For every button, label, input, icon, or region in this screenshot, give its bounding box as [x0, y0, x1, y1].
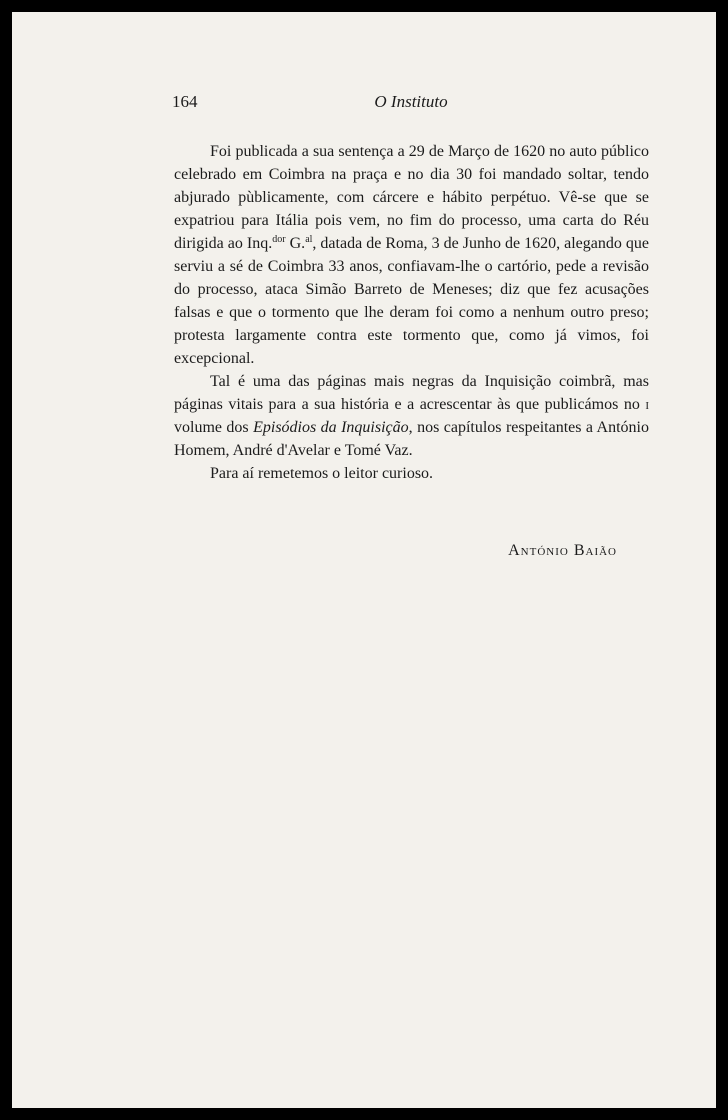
book-title: Episódios da Inquisição [253, 419, 409, 436]
paragraph-3-text: Para aí remetemos o leitor curioso. [210, 465, 434, 482]
superscript-dor: dor [272, 234, 286, 245]
paragraph-2-text-a: Tal é uma das páginas mais negras da Inquisição coimbrã, mas páginas vitais para a sua história e a acrescentar às que publicámos no [174, 373, 649, 413]
paragraph-1-text-b: G. [285, 235, 306, 252]
paragraph-2-text-b: volume dos [174, 419, 254, 436]
book-page [12, 12, 716, 1108]
running-title: O Instituto [374, 92, 448, 111]
author-signature: António Baião [508, 542, 617, 559]
body-text [174, 140, 649, 485]
paragraph-1-text-a: Foi publicada a sua sentença a 29 de Março de 1620 no auto público celebrado em Coimbra na praça e no dia 30 foi mandado soltar, tendo abjurado pùblicamente, com cárcere e hábito perpétuo. Vê-se que se expatriou para Itália pois vem, no fim do processo, uma carta do Réu dirigida ao Inq. [174, 143, 649, 252]
superscript-al: al [305, 234, 313, 245]
page-header [172, 92, 650, 116]
page-number: 164 [172, 92, 198, 111]
paragraph-2-text-c: , nos capítulos respeitantes a António Homem, André d'Avelar e Tomé Vaz. [174, 419, 649, 459]
paragraph-1 [174, 140, 649, 370]
paragraph-1-text-c: , datada de Roma, 3 de Junho de 1620, alegando que serviu a sé de Coimbra 33 anos, confiavam-lhe o cartório, pede a revisão do processo, ataca Simão Barreto de Meneses; diz que fez acusações falsas e que o tormento que lhe deram foi como a nenhum outro preso; protesta largamente contra este tormento que, como já vimos, foi excepcional. [174, 235, 649, 367]
volume-number: i [645, 396, 649, 413]
paragraph-3 [174, 462, 649, 485]
paragraph-2 [174, 370, 649, 462]
